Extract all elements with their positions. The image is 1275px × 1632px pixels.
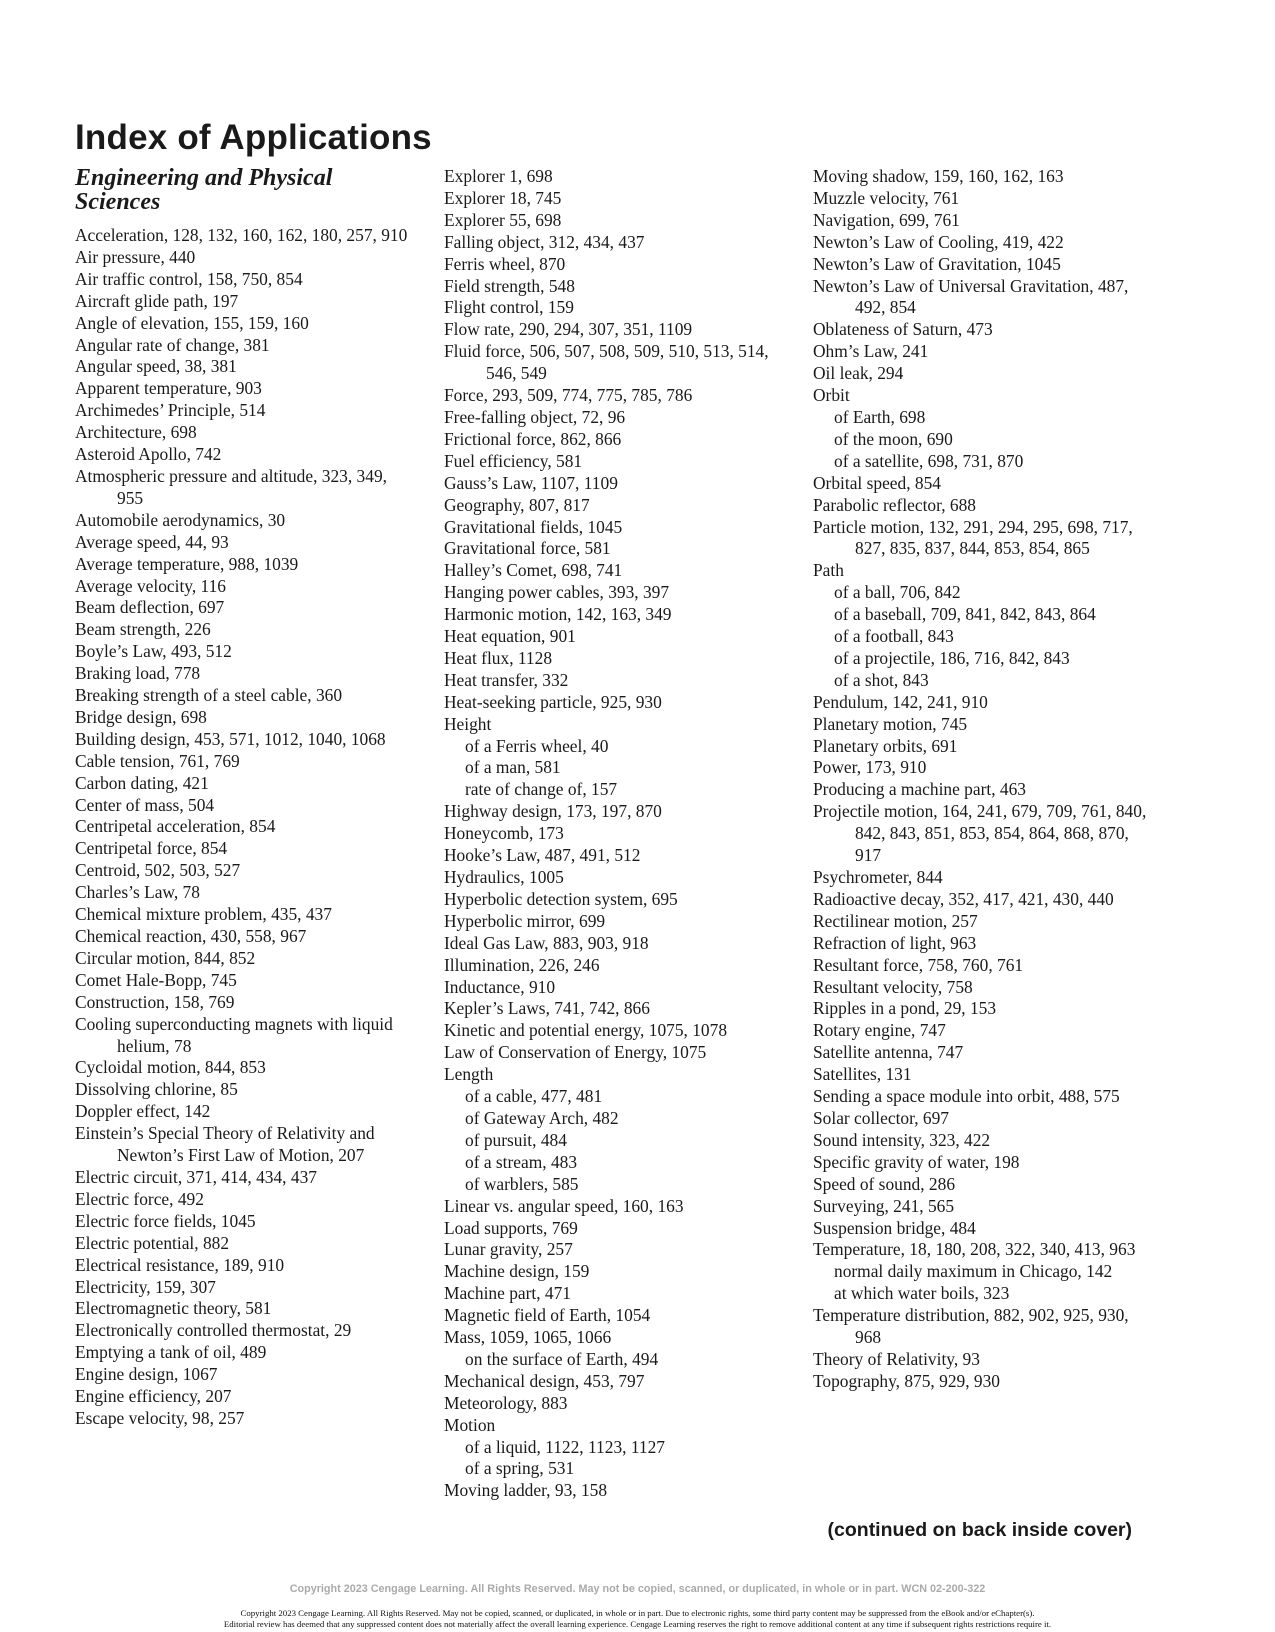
index-entry: Linear vs. angular speed, 160, 163 — [444, 1195, 684, 1216]
index-entry: Centroid, 502, 503, 527 — [75, 860, 241, 881]
index-entry-list — [444, 166, 779, 1502]
index-entry: Beam deflection, 697 — [75, 597, 225, 618]
index-entry: Average temperature, 988, 1039 — [75, 553, 299, 574]
page-title: Index of Applications — [75, 118, 432, 157]
index-subentry: of a man, 581 — [465, 757, 561, 778]
index-entry: Engine design, 1067 — [75, 1364, 218, 1385]
index-entry: Ohm’s Law, 241 — [813, 341, 929, 362]
index-entry: Flight control, 159 — [444, 297, 574, 318]
index-entry: Circular motion, 844, 852 — [75, 947, 256, 968]
index-column-2 — [444, 166, 779, 1502]
index-entry: Geography, 807, 817 — [444, 494, 590, 515]
index-entry: Field strength, 548 — [444, 275, 575, 296]
index-entry: Specific gravity of water, 198 — [813, 1151, 1020, 1172]
index-entry: Frictional force, 862, 866 — [444, 428, 622, 449]
index-entry: Heat equation, 901 — [444, 626, 576, 647]
index-entry: Ripples in a pond, 29, 153 — [813, 998, 997, 1019]
index-entry: Topography, 875, 929, 930 — [813, 1370, 1000, 1391]
index-entry: Temperature, 18, 180, 208, 322, 340, 413, 963 — [813, 1239, 1136, 1260]
index-column-3 — [813, 166, 1148, 1393]
index-entry: Apparent temperature, 903 — [75, 378, 262, 399]
index-subentry: of warblers, 585 — [465, 1173, 579, 1194]
index-entry: Fuel efficiency, 581 — [444, 450, 583, 471]
index-entry: Mass, 1059, 1065, 1066 — [444, 1327, 612, 1348]
index-entry: Kepler’s Laws, 741, 742, 866 — [444, 998, 650, 1019]
index-entry: Beam strength, 226 — [75, 619, 211, 640]
index-entry: Heat flux, 1128 — [444, 647, 553, 668]
index-entry: Einstein’s Special Theory of Relativity and Newton’s First Law of Motion, 207 — [75, 1123, 375, 1166]
index-entry: Psychrometer, 844 — [813, 867, 943, 887]
index-entry: Halley’s Comet, 698, 741 — [444, 560, 623, 581]
index-entry: Rotary engine, 747 — [813, 1020, 946, 1041]
index-entry-list — [813, 166, 1148, 1393]
index-entry: Orbital speed, 854 — [813, 472, 941, 493]
index-column-1 — [75, 166, 410, 1430]
index-entry: Machine design, 159 — [444, 1261, 590, 1282]
index-entry: Newton’s Law of Gravitation, 1045 — [813, 253, 1061, 274]
index-entry: Acceleration, 128, 132, 160, 162, 180, 257, 910 — [75, 225, 408, 245]
index-entry: Electromagnetic theory, 581 — [75, 1298, 272, 1319]
legal-line: Editorial review has deemed that any suppressed content does not materially affect the overall learning experience. Cengage Learning reserves the right to remove additional content at any time if subsequent rights restrictions require it. — [223, 1619, 1052, 1629]
index-entry: Carbon dating, 421 — [75, 772, 209, 793]
index-entry: Emptying a tank of oil, 489 — [75, 1342, 267, 1363]
index-entry: Chemical reaction, 430, 558, 967 — [75, 926, 307, 946]
index-entry: Resultant velocity, 758 — [813, 976, 973, 997]
index-entry: Breaking strength of a steel cable, 360 — [75, 685, 343, 706]
index-subentry: of pursuit, 484 — [465, 1129, 567, 1150]
index-entry: Suspension bridge, 484 — [813, 1217, 976, 1238]
index-entry: Gauss’s Law, 1107, 1109 — [444, 472, 618, 493]
index-subentry: normal daily maximum in Chicago, 142 — [834, 1261, 1113, 1282]
index-subentry: of Gateway Arch, 482 — [465, 1107, 619, 1128]
copyright-notice: Copyright 2023 Cengage Learning. All Rights Reserved. May not be copied, scanned, or duplicated, in whole or in part. WCN 02-200-322 — [289, 1583, 986, 1595]
index-entry: Heat-seeking particle, 925, 930 — [444, 691, 662, 712]
index-entry: Doppler effect, 142 — [75, 1101, 211, 1122]
index-entry: Ferris wheel, 870 — [444, 253, 566, 274]
index-entry: Hydraulics, 1005 — [444, 867, 564, 887]
index-entry: Comet Hale-Bopp, 745 — [75, 969, 237, 990]
index-entry: Hyperbolic detection system, 695 — [444, 888, 678, 909]
index-entry: Surveying, 241, 565 — [813, 1195, 955, 1216]
index-entry: Braking load, 778 — [75, 663, 201, 684]
index-entry: Moving shadow, 159, 160, 162, 163 — [813, 166, 1064, 186]
index-entry: Cable tension, 761, 769 — [75, 750, 240, 771]
index-entry: Architecture, 698 — [75, 422, 197, 443]
index-entry: Electric force fields, 1045 — [75, 1210, 256, 1231]
index-entry: Rectilinear motion, 257 — [813, 910, 978, 931]
index-entry: Falling object, 312, 434, 437 — [444, 231, 645, 252]
index-entry: Heat transfer, 332 — [444, 669, 569, 690]
index-entry: Escape velocity, 98, 257 — [75, 1407, 245, 1428]
index-entry: Pendulum, 142, 241, 910 — [813, 691, 988, 712]
index-entry: Cooling superconducting magnets with liquid helium, 78 — [75, 1013, 393, 1056]
index-entry: Aircraft glide path, 197 — [75, 290, 239, 311]
index-entry: Power, 173, 910 — [813, 757, 927, 778]
index-entry: Average velocity, 116 — [75, 575, 226, 596]
index-subentry: of the moon, 690 — [834, 428, 953, 449]
index-entry: Fluid force, 506, 507, 508, 509, 510, 513, 514, 546, 549 — [444, 341, 769, 384]
index-entry: Honeycomb, 173 — [444, 823, 564, 844]
index-entry: Navigation, 699, 761 — [813, 209, 960, 230]
index-entry: Angular speed, 38, 381 — [75, 356, 237, 377]
index-entry: Ideal Gas Law, 883, 903, 918 — [444, 932, 649, 953]
index-entry: Asteroid Apollo, 742 — [75, 444, 222, 465]
index-subentry: of a projectile, 186, 716, 842, 843 — [834, 647, 1070, 668]
index-entry: Height — [444, 713, 492, 734]
index-entry: Hooke’s Law, 487, 491, 512 — [444, 845, 641, 866]
index-entry: Gravitational force, 581 — [444, 538, 611, 559]
index-entry: Force, 293, 509, 774, 775, 785, 786 — [444, 385, 693, 406]
index-entry: Dissolving chlorine, 85 — [75, 1079, 238, 1100]
index-subentry: of a football, 843 — [834, 626, 954, 647]
index-subentry: of a shot, 843 — [834, 669, 929, 690]
index-subentry: of Earth, 698 — [834, 406, 926, 427]
index-entry: Centripetal acceleration, 854 — [75, 816, 276, 837]
index-entry: Electric circuit, 371, 414, 434, 437 — [75, 1166, 317, 1187]
index-subentry: on the surface of Earth, 494 — [465, 1348, 659, 1369]
index-entry: Motion — [444, 1414, 496, 1435]
index-subentry: of a spring, 531 — [465, 1458, 575, 1479]
index-subentry: of a baseball, 709, 841, 842, 843, 864 — [834, 604, 1096, 625]
index-entry: Theory of Relativity, 93 — [813, 1348, 980, 1369]
index-entry: Construction, 158, 769 — [75, 991, 235, 1012]
index-entry: Moving ladder, 93, 158 — [444, 1480, 608, 1501]
index-subentry: of a ball, 706, 842 — [834, 582, 961, 603]
index-subentry: of a liquid, 1122, 1123, 1127 — [465, 1436, 665, 1457]
index-subentry: of a satellite, 698, 731, 870 — [834, 450, 1024, 471]
index-entry: Oblateness of Saturn, 473 — [813, 319, 993, 340]
index-entry: Angle of elevation, 155, 159, 160 — [75, 312, 309, 333]
index-entry: Machine part, 471 — [444, 1283, 572, 1304]
index-entry: Producing a machine part, 463 — [813, 779, 1026, 800]
index-entry: Magnetic field of Earth, 1054 — [444, 1305, 651, 1326]
index-entry: Engine efficiency, 207 — [75, 1386, 232, 1407]
index-entry: Charles’s Law, 78 — [75, 882, 200, 903]
index-entry: Building design, 453, 571, 1012, 1040, 1068 — [75, 728, 386, 749]
index-entry: Harmonic motion, 142, 163, 349 — [444, 604, 672, 625]
index-entry: Temperature distribution, 882, 902, 925, 930, 968 — [813, 1305, 1129, 1348]
index-entry: Oil leak, 294 — [813, 363, 904, 384]
index-entry: Speed of sound, 286 — [813, 1173, 956, 1194]
index-entry: Free-falling object, 72, 96 — [444, 406, 626, 427]
index-entry: Highway design, 173, 197, 870 — [444, 801, 662, 822]
index-entry: Law of Conservation of Energy, 1075 — [444, 1042, 707, 1063]
index-entry: Automobile aerodynamics, 30 — [75, 509, 286, 530]
index-entry: Refraction of light, 963 — [813, 932, 977, 953]
index-entry: Electric potential, 882 — [75, 1232, 230, 1253]
index-subentry: at which water boils, 323 — [834, 1283, 1010, 1304]
index-entry: Boyle’s Law, 493, 512 — [75, 641, 232, 662]
index-entry: Length — [444, 1064, 494, 1085]
index-entry: Explorer 18, 745 — [444, 187, 562, 208]
index-subentry: rate of change of, 157 — [465, 779, 618, 800]
index-entry: Kinetic and potential energy, 1075, 1078 — [444, 1020, 728, 1041]
index-entry: Explorer 1, 698 — [444, 166, 553, 186]
index-entry-list — [75, 225, 410, 1430]
legal-footer — [0, 1608, 1275, 1630]
index-entry: Satellite antenna, 747 — [813, 1042, 964, 1063]
index-entry: Centripetal force, 854 — [75, 838, 228, 859]
index-entry: Gravitational fields, 1045 — [444, 516, 623, 537]
index-entry: Planetary motion, 745 — [813, 713, 968, 734]
index-entry: Newton’s Law of Universal Gravitation, 487, 492, 854 — [813, 275, 1129, 318]
index-entry: Lunar gravity, 257 — [444, 1239, 573, 1260]
index-entry: Orbit — [813, 385, 850, 406]
index-entry: Illumination, 226, 246 — [444, 954, 600, 975]
index-entry: Muzzle velocity, 761 — [813, 187, 960, 208]
index-entry: Newton’s Law of Cooling, 419, 422 — [813, 231, 1064, 252]
index-entry: Parabolic reflector, 688 — [813, 494, 976, 515]
index-entry: Atmospheric pressure and altitude, 323, 349, 955 — [75, 465, 387, 508]
index-entry: Path — [813, 560, 844, 581]
index-entry: Flow rate, 290, 294, 307, 351, 1109 — [444, 319, 693, 340]
index-entry: Air traffic control, 158, 750, 854 — [75, 268, 303, 289]
index-entry: Radioactive decay, 352, 417, 421, 430, 440 — [813, 888, 1114, 909]
index-entry: Projectile motion, 164, 241, 679, 709, 761, 840, 842, 843, 851, 853, 854, 864, 868, 870, 917 — [813, 801, 1147, 866]
index-entry: Archimedes’ Principle, 514 — [75, 400, 266, 421]
index-entry: Inductance, 910 — [444, 976, 556, 997]
index-entry: Chemical mixture problem, 435, 437 — [75, 904, 332, 925]
legal-line: Copyright 2023 Cengage Learning. All Rights Reserved. May not be copied, scanned, or duplicated, in whole or in part. Due to electronic rights, some third party content may be suppressed from the eBook and/or eChapter(s). — [240, 1608, 1035, 1618]
index-entry: Explorer 55, 698 — [444, 209, 562, 230]
index-entry: Electronically controlled thermostat, 29 — [75, 1320, 352, 1341]
index-entry: Average speed, 44, 93 — [75, 531, 229, 552]
index-entry: Satellites, 131 — [813, 1064, 912, 1085]
index-entry: Bridge design, 698 — [75, 706, 207, 727]
index-entry: Center of mass, 504 — [75, 794, 215, 815]
index-entry: Cycloidal motion, 844, 853 — [75, 1057, 266, 1078]
index-entry: Resultant force, 758, 760, 761 — [813, 954, 1024, 975]
index-subentry: of a Ferris wheel, 40 — [465, 735, 609, 756]
index-entry: Load supports, 769 — [444, 1217, 578, 1238]
index-entry: Sending a space module into orbit, 488, 575 — [813, 1086, 1120, 1107]
index-entry: Solar collector, 697 — [813, 1107, 949, 1128]
index-subentry: of a stream, 483 — [465, 1151, 578, 1172]
index-entry: Particle motion, 132, 291, 294, 295, 698, 717, 827, 835, 837, 844, 853, 854, 865 — [813, 516, 1133, 559]
index-entry: Sound intensity, 323, 422 — [813, 1129, 991, 1150]
index-entry: Hyperbolic mirror, 699 — [444, 910, 606, 931]
index-entry: Air pressure, 440 — [75, 246, 196, 267]
index-entry: Electric force, 492 — [75, 1188, 204, 1209]
index-entry: Angular rate of change, 381 — [75, 334, 270, 355]
index-entry: Electricity, 159, 307 — [75, 1276, 216, 1297]
index-entry: Hanging power cables, 393, 397 — [444, 582, 670, 603]
index-entry: Mechanical design, 453, 797 — [444, 1370, 645, 1391]
index-subentry: of a cable, 477, 481 — [465, 1086, 603, 1107]
index-entry: Electrical resistance, 189, 910 — [75, 1254, 285, 1275]
continued-note: (continued on back inside cover) — [827, 1519, 1132, 1541]
section-heading: Engineering and Physical Sciences — [75, 165, 333, 215]
index-entry: Planetary orbits, 691 — [813, 735, 958, 756]
index-entry: Meteorology, 883 — [444, 1392, 568, 1413]
